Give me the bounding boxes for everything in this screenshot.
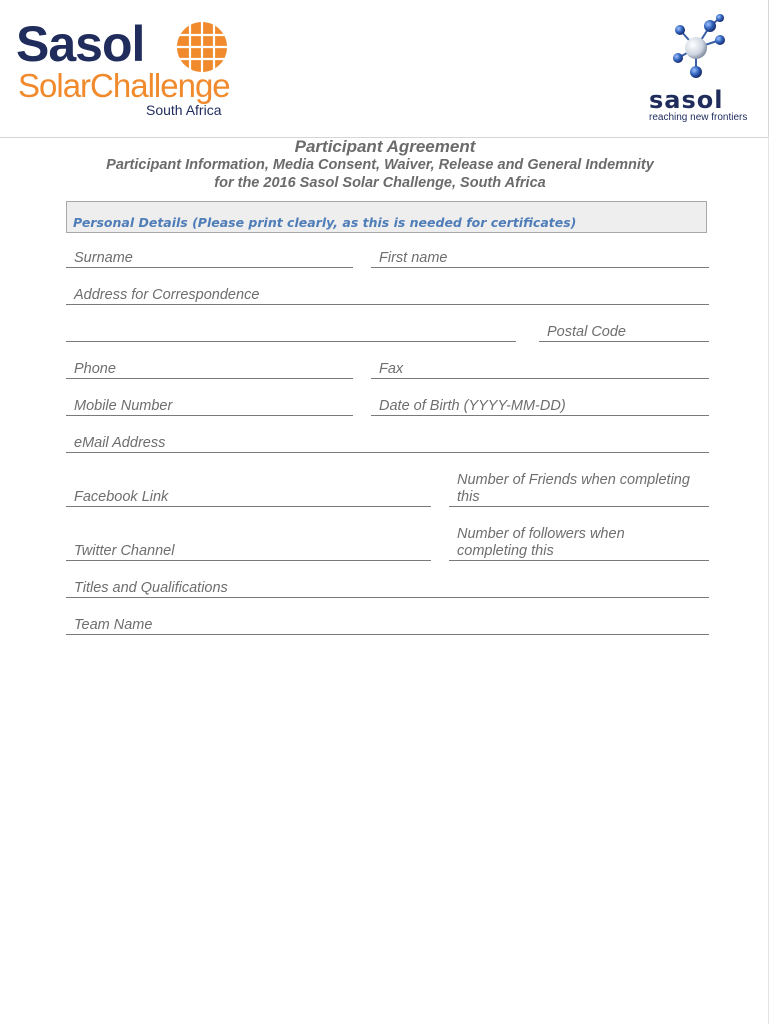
email-address-label: eMail Address	[74, 435, 166, 451]
document-title: Participant Agreement	[294, 137, 476, 156]
molecule-icon	[666, 14, 730, 80]
mobile-number-field[interactable]	[66, 394, 353, 416]
logo-word-south-africa: South Africa	[146, 102, 222, 118]
facebook-link-label: Facebook Link	[74, 489, 169, 505]
date-of-birth-field[interactable]	[371, 394, 709, 416]
titles-qualifications-label: Titles and Qualifications	[74, 580, 228, 596]
subtitle-line-2: for the 2016 Sasol Solar Challenge, South Africa	[214, 175, 546, 191]
personal-details-header	[66, 201, 707, 233]
sasol-wordmark: sasol	[649, 86, 724, 114]
sasol-logo	[644, 14, 756, 124]
facebook-link-field[interactable]	[66, 485, 431, 507]
phone-field[interactable]	[66, 357, 353, 379]
followers-count-label: Number of followers when completing this	[457, 526, 625, 559]
first-name-label: First name	[379, 250, 448, 266]
friends-count-field[interactable]	[449, 468, 709, 507]
solar-panel-sun-icon	[176, 21, 228, 73]
phone-label: Phone	[74, 361, 116, 377]
logo-word-solar-challenge: SolarChallenge	[18, 67, 230, 104]
logo-word-sasol: Sasol	[16, 16, 145, 72]
address-field[interactable]	[66, 283, 709, 305]
team-name-field[interactable]	[66, 613, 709, 635]
section-header-label: Personal Details (Please print clearly, as this is needed for certificates)	[73, 215, 577, 230]
friends-count-label: Number of Friends when completing this	[457, 472, 690, 505]
sasol-solar-challenge-logo	[16, 18, 231, 123]
postal-code-field[interactable]	[539, 320, 709, 342]
address-line-2-field[interactable]	[66, 320, 516, 342]
titles-qualifications-field[interactable]	[66, 576, 709, 598]
followers-count-field[interactable]	[449, 522, 709, 561]
postal-code-label: Postal Code	[547, 324, 626, 340]
sasol-tagline: reaching new frontiers	[649, 112, 748, 123]
email-address-field[interactable]	[66, 431, 709, 453]
first-name-field[interactable]	[371, 246, 709, 268]
fax-label: Fax	[379, 361, 404, 377]
address-label: Address for Correspondence	[74, 287, 260, 303]
surname-field[interactable]	[66, 246, 353, 268]
page-edge	[768, 137, 769, 1024]
surname-label: Surname	[74, 250, 133, 266]
mobile-number-label: Mobile Number	[74, 398, 173, 414]
subtitle-line-1: Participant Information, Media Consent, Waiver, Release and General Indemnity	[106, 157, 654, 173]
fax-field[interactable]	[371, 357, 709, 379]
document-subtitle	[0, 156, 760, 192]
date-of-birth-label: Date of Birth (YYYY-MM-DD)	[379, 398, 566, 414]
twitter-channel-label: Twitter Channel	[74, 543, 175, 559]
twitter-channel-field[interactable]	[66, 539, 431, 561]
team-name-label: Team Name	[74, 617, 153, 633]
